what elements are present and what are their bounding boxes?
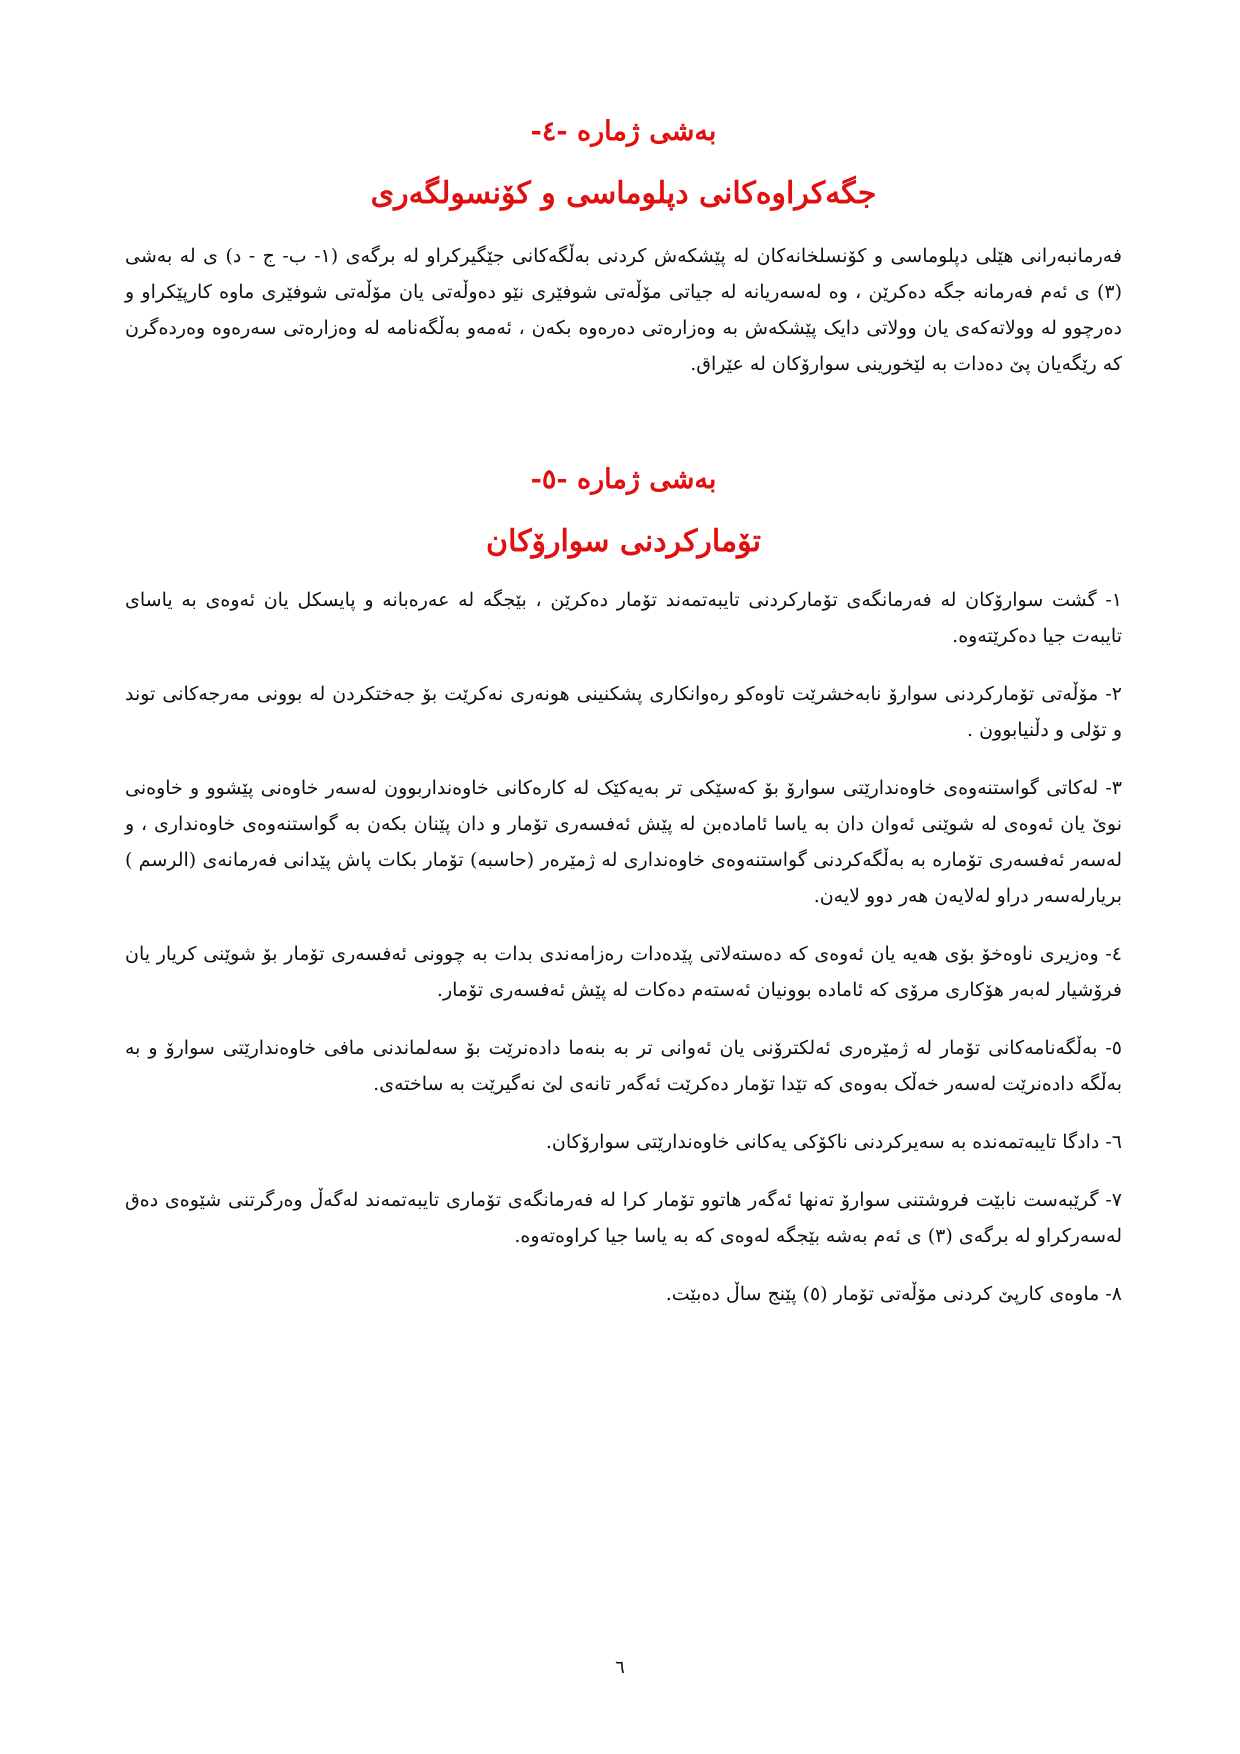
section-5-clauses	[125, 582, 1122, 1312]
clause-2: ٢- مۆڵەتی تۆمارکردنی سوارۆ نابەخشرێت تاوەکو رەوانکاری پشکنینی هونەری نەکرێت بۆ جەختکردن لە بوونی مەرجەکانی توند و تۆلی و دڵنیابوون .	[125, 683, 1122, 741]
section-5-title: بەشی ژمارە -٥-	[530, 464, 717, 495]
section-5-subtitle: تۆمارکردنی سوارۆکان	[486, 524, 761, 559]
section-4-title: بەشی ژمارە -٤-	[530, 116, 717, 147]
section-4-paragraph: فەرمانبەرانی هێلی دپلوماسی و کۆنسلخانەکان لە پێشکەش کردنی بەڵگەکانی جێگیرکراو لە برگەی (١- ب- ج - د) ی لە بەشی (٣) ی ئەم فەرمانە جگە دەکرێن ، وە لەسەریانە لە جیاتی مۆڵەتی شوفێری نێو دەوڵەتی یان مۆڵەتی شوفێری ماوە کارپێکراو و دەرچوو لە وولاتەکەی یان وولاتی دایک پێشکەش بە وەزارەتی دەرەوە بکەن ، ئەمەو بەڵگەنامە لە وەزارەتی سەرەوە وەردەگرن کە رێگەیان پێ دەدات بە لێخورینی سوارۆکان لە عێراق.	[125, 245, 1123, 375]
clause-5: ٥- بەڵگەنامەکانی تۆمار لە ژمێرەری ئەلکترۆنی یان ئەوانی تر بە بنەما دادەنرێت بۆ سەلماندنی مافی خاوەندارێتی سوارۆ و بە بەڵگە دادەنرێت لەسەر خەڵک بەوەی کە تێدا تۆمار دەکرێت ئەگەر تانەی لێ نەگیرێت بە ساختەی.	[125, 1037, 1122, 1095]
clause-1: ١- گشت سوارۆکان لە فەرمانگەی تۆمارکردنی تایبەتمەند تۆمار دەکرێن ، بێجگە لە عەرەبانە و پایسکل یان ئەوەی بە یاسای تایبەت جیا دەکرێتەوە.	[125, 589, 1122, 647]
section-4-subtitle: جگەکراوەکانی دپلوماسی و کۆنسولگەری	[370, 176, 877, 211]
page-content	[125, 112, 1122, 1334]
clause-4: ٤- وەزیری ناوەخۆ بۆی هەیە یان ئەوەی کە دەستەلاتی پێدەدات رەزامەندی بدات بە چوونی ئەفسەری تۆمار بۆ شوێنی کریار یان فرۆشیار لەبەر هۆکاری مرۆی کە ئامادە بوونیان ئەستەم دەکات لە پێش ئەفسەری تۆمار.	[125, 943, 1122, 1001]
page-number: ٦	[615, 1657, 625, 1678]
clause-7: ٧- گرێبەست نابێت فروشتنی سوارۆ تەنها ئەگەر هاتوو تۆمار کرا لە فەرمانگەی تۆماری تایبەتمەند لەگەڵ وەرگرتنی شێوەی دەق لەسەرکراو لە برگەی (٣) ی ئەم بەشە بێجگە لەوەی کە بە یاسا جیا کراوەتەوە.	[125, 1189, 1122, 1247]
clause-8: ٨- ماوەی کارپێ کردنی مۆڵەتی تۆمار (٥) پێنج ساڵ دەبێت.	[665, 1283, 1122, 1305]
clause-6: ٦- دادگا تایبەتمەندە بە سەیرکردنی ناکۆکی یەکانی خاوەندارێتی سوارۆکان.	[545, 1131, 1122, 1153]
clause-3: ٣- لەکاتی گواستنەوەی خاوەندارێتی سوارۆ بۆ کەسێکی تر بەیەکێک لە کارەکانی خاوەنداربوون لەسەر خاوەنی پێشوو و خاوەنی نوێ یان ئەوەی لە شوێنی ئەوان دان بە یاسا ئامادەبن لە پێش ئەفسەری تۆمار و دان پێنان بکەن بە گواستنەوەی خاوەنداری ، و لەسەر ئەفسەری تۆمارە بە بەڵگەکردنی گواستنەوەی خاوەنداری لە ژمێرەر (حاسبە) تۆمار بکات پاش پێدانی فەرمانەی (الرسم ) بریارلەسەر دراو لەلایەن هەر دوو لایەن.	[125, 777, 1122, 907]
section-gap	[125, 382, 1122, 460]
